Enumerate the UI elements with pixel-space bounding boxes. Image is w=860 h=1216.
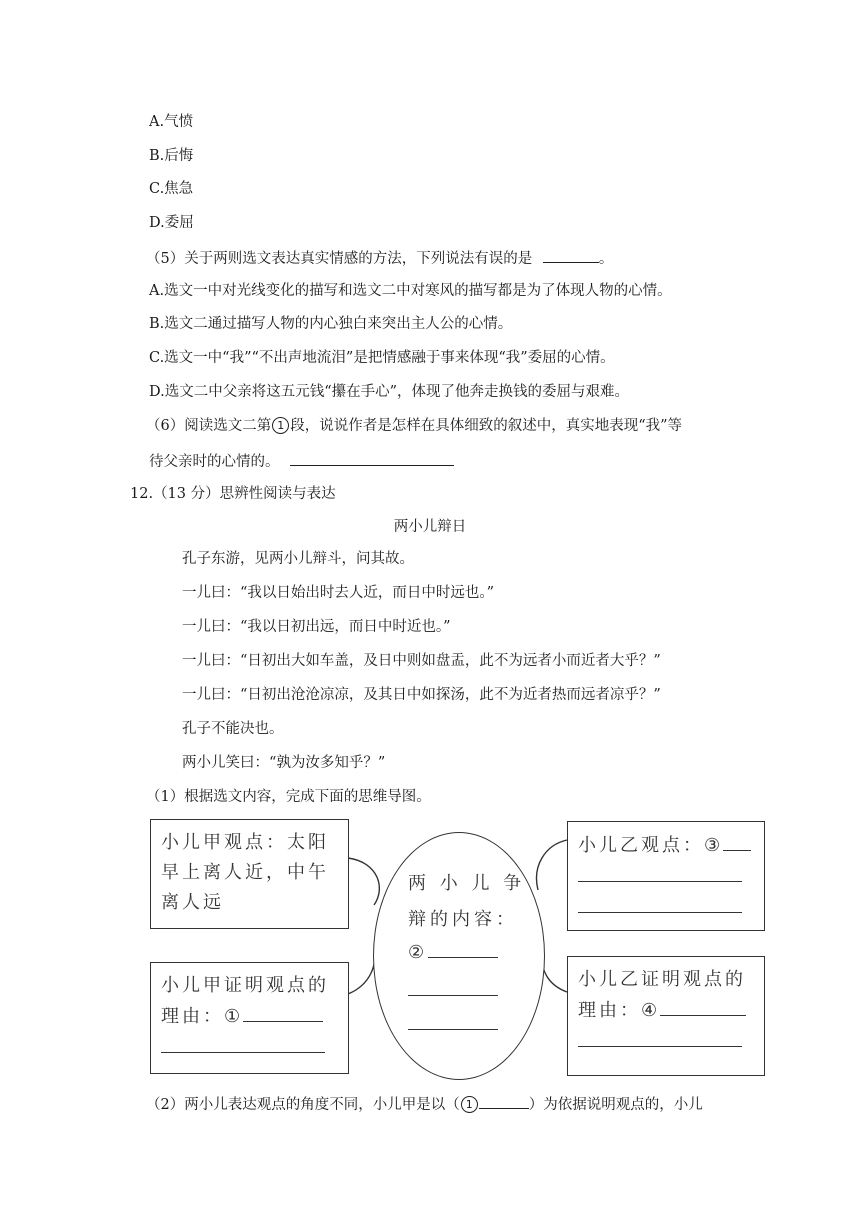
answer-blank[interactable] xyxy=(408,975,498,996)
circled-number: 1 xyxy=(461,1096,478,1113)
circled-number: 1 xyxy=(272,417,289,434)
option-a: A.气愤 xyxy=(149,114,194,130)
passage-line: 一儿曰：“我以日初出远，而日中时近也。” xyxy=(182,619,451,635)
option-d: D.委屈 xyxy=(149,215,194,231)
box-line-2 xyxy=(578,995,754,1026)
option-b: B.后悔 xyxy=(149,148,194,164)
passage-line: 一儿曰：“我以日始出时去人近，而日中时远也。” xyxy=(182,585,495,601)
q5-option-c: C.选文一中“我”“不出声地流泪”是把情感融于事来体现“我”委屈的心情。 xyxy=(149,350,615,366)
q6-line2-text: 待父亲时的心情的。 xyxy=(149,454,280,470)
box-line-3 xyxy=(161,1032,338,1063)
answer-blank[interactable] xyxy=(660,995,746,1016)
answer-blank[interactable] xyxy=(428,937,498,958)
q6-part1: （6）阅读选文二第 xyxy=(146,418,272,434)
q5-option-b: B.选文二通过描写人物的内心独白来突出主人公的心情。 xyxy=(149,316,513,332)
passage-line: 一儿曰：“日初出沧沧凉凉，及其日中如探汤，此不为近者热而远者凉乎？” xyxy=(182,687,661,703)
box-child-b-reason xyxy=(567,956,765,1076)
connector-c xyxy=(537,840,567,890)
ellipse-line: 两 小 儿 争 xyxy=(408,873,526,894)
q6-part2: 段，说说作者是怎样在具体细致的叙述中，真实地表现“我”等 xyxy=(290,418,683,434)
box-child-a-view xyxy=(150,819,349,929)
passage-line: 孔子东游，见两小儿辩斗，问其故。 xyxy=(182,551,414,567)
connector-d xyxy=(542,950,567,992)
q12-sub2-part2: ）为依据说明观点的，小儿 xyxy=(528,1097,703,1113)
ellipse-debate-content xyxy=(373,832,545,1080)
box-line-3 xyxy=(578,1026,754,1057)
ellipse-line-5 xyxy=(408,1009,498,1035)
ellipse-line: 辩的内容： xyxy=(408,909,518,930)
answer-blank[interactable] xyxy=(479,1094,529,1109)
box-line: 早上离人近，中午 xyxy=(161,862,329,883)
box-text: 小儿乙观点：③ xyxy=(578,835,724,856)
ellipse-line-3 xyxy=(408,937,498,963)
q12-heading: 12.（13 分）思辨性阅读与表达 xyxy=(130,486,336,502)
box-line-1 xyxy=(578,830,754,861)
answer-blank[interactable] xyxy=(161,1032,325,1053)
passage-title: 两小儿辩日 xyxy=(393,519,467,535)
q12-sub1: （1）根据选文内容，完成下面的思维导图。 xyxy=(146,789,431,805)
q5-option-d: D.选文二中父亲将这五元钱“攥在手心”，体现了他奔走换钱的委屈与艰难。 xyxy=(149,384,630,400)
box-line: 离人远 xyxy=(161,892,224,913)
box-line-2 xyxy=(578,861,754,892)
box-line-3 xyxy=(578,892,754,923)
q5-tail: 。 xyxy=(598,251,614,267)
q5-stem-text: （5）关于两则选文表达真实情感的方法，下列说法有误的是 xyxy=(146,251,533,267)
passage-line: 孔子不能决也。 xyxy=(182,721,284,737)
ellipse-text: ② xyxy=(408,942,429,963)
answer-blank[interactable] xyxy=(723,830,751,851)
ellipse-line-4 xyxy=(408,975,498,1001)
passage-line: 两小儿笑曰：“孰为汝多知乎？” xyxy=(182,755,386,771)
box-text: 理由：④ xyxy=(578,1000,661,1021)
q12-sub2-part1: （2）两小儿表达观点的角度不同，小儿甲是以（ xyxy=(146,1097,460,1113)
box-line-2 xyxy=(161,1001,338,1032)
box-line: 小儿甲观点：太阳 xyxy=(161,832,329,853)
answer-blank[interactable] xyxy=(243,1001,323,1022)
connector-b xyxy=(348,945,375,994)
box-line: 小儿乙证明观点的 xyxy=(578,969,746,990)
box-text: 理由：① xyxy=(161,1006,244,1027)
q5-option-a: A.选文一中对光线变化的描写和选文二中对寒风的描写都是为了体现人物的心情。 xyxy=(149,283,672,299)
answer-blank[interactable] xyxy=(408,1009,498,1030)
box-line: 小儿甲证明观点的 xyxy=(161,975,329,996)
passage-line: 一儿曰：“日初出大如车盖，及日中则如盘盂，此不为远者小而近者大乎？” xyxy=(182,653,661,669)
q12-sub2 xyxy=(146,1094,703,1114)
box-child-b-view xyxy=(567,821,765,931)
answer-blank[interactable] xyxy=(578,892,742,913)
option-c: C.焦急 xyxy=(149,181,194,197)
connector-a xyxy=(348,858,379,905)
answer-blank[interactable] xyxy=(578,1026,742,1047)
box-child-a-reason xyxy=(150,962,349,1074)
answer-blank[interactable] xyxy=(578,861,742,882)
